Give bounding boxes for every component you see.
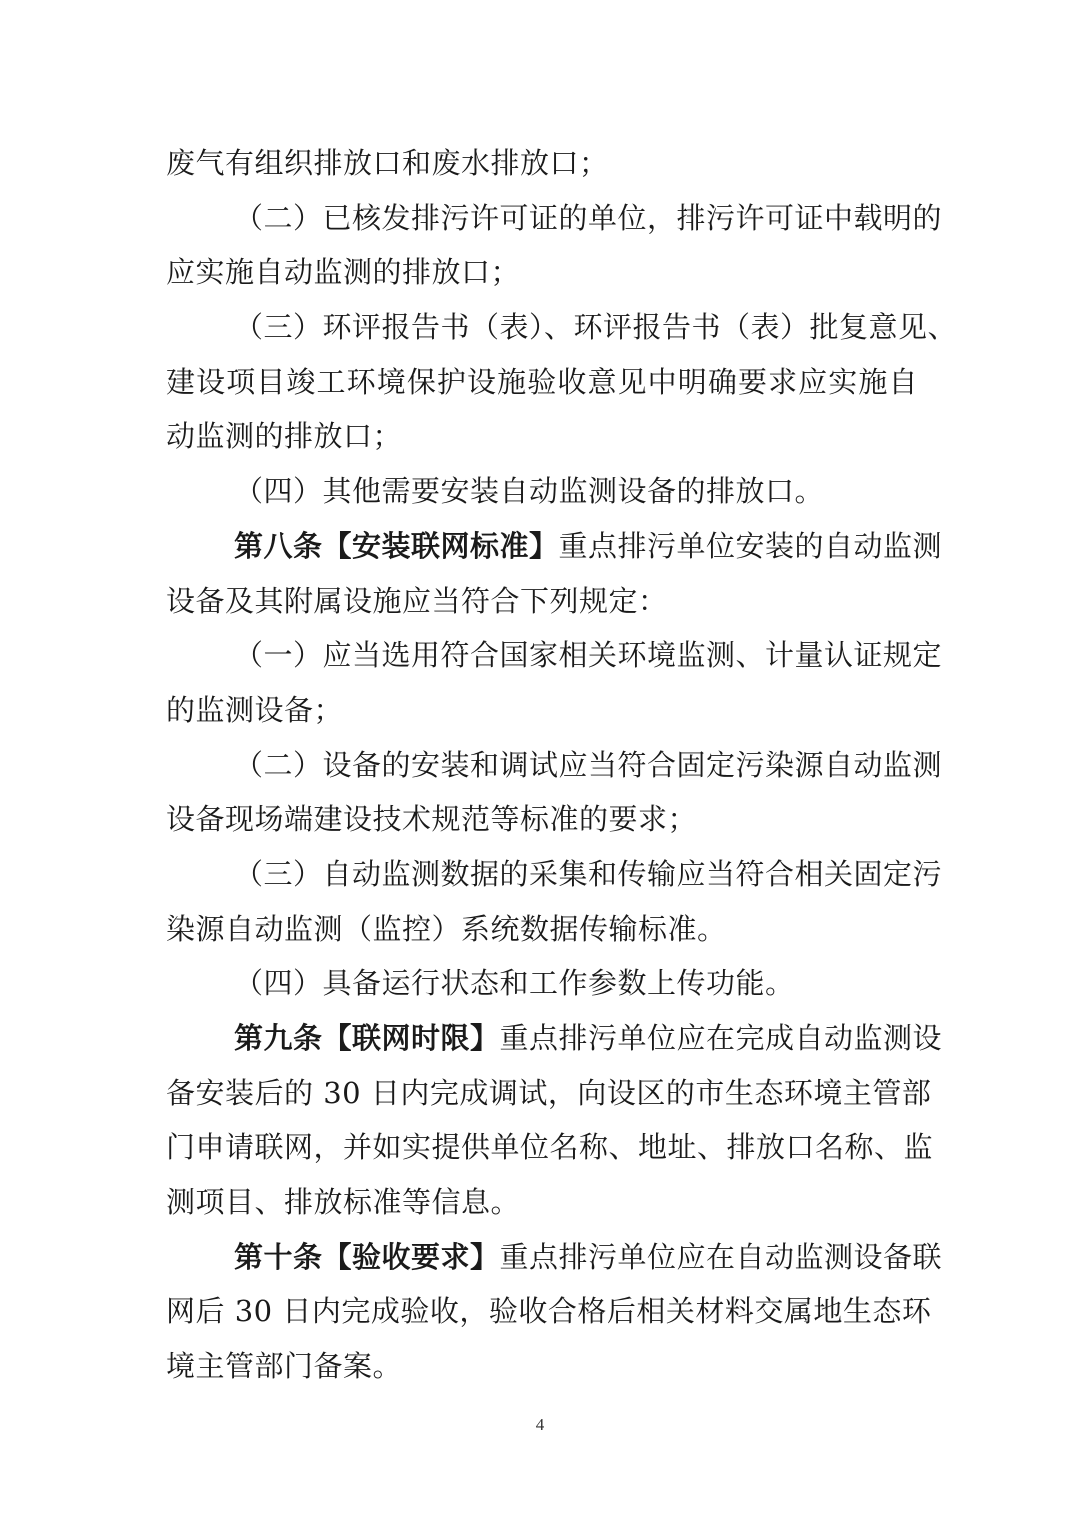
text-line: （三）环评报告书（表）、环评报告书（表）批复意见、: [234, 310, 958, 345]
text-line: 的监测设备；: [166, 692, 344, 727]
text-line: （四）其他需要安装自动监测设备的排放口。: [234, 474, 825, 509]
text-line: （一）应当选用符合国家相关环境监测、计量认证规定: [234, 638, 943, 673]
article-9-title: 第九条【联网时限】: [234, 1021, 500, 1055]
article-9-text: 重点排污单位应在完成自动监测设: [499, 1021, 943, 1055]
text-line: 废气有组织排放口和废水排放口；: [166, 146, 609, 180]
article-8-title: 第八条【安装联网标准】: [234, 528, 559, 563]
text-line: 应实施自动监测的排放口；: [166, 255, 521, 290]
text-line: （二）已核发排污许可证的单位，排污许可证中载明的: [234, 200, 943, 235]
text-line: （四）具备运行状态和工作参数上传功能。: [234, 966, 795, 1001]
text-line: 动监测的排放口；: [166, 419, 403, 454]
article-10-first-line: [166, 1230, 943, 1285]
text-line: 设备现场端建设技术规范等标准的要求；: [166, 802, 698, 837]
text-line: 境主管部门备案。: [166, 1349, 403, 1384]
text-line: 测项目、排放标准等信息。: [166, 1185, 521, 1220]
article-10-text: 重点排污单位应在自动监测设备联: [499, 1239, 943, 1274]
text-line: 建设项目竣工环境保护设施验收意见中明确要求应实施自: [166, 364, 918, 399]
page-number: 4: [535, 1415, 545, 1434]
article-8-first-line: [166, 519, 943, 574]
text-line: 染源自动监测（监控）系统数据传输标准。: [166, 911, 727, 946]
article-8-text: 重点排污单位安装的自动监测: [558, 528, 943, 563]
article-9-first-line: [166, 1011, 943, 1066]
text-line: 设备及其附属设施应当符合下列规定：: [166, 583, 668, 618]
text-line: 备安装后的 30 日内完成调试，向设区的市生态环境主管部: [166, 1075, 932, 1110]
text-line: （二）设备的安装和调试应当符合固定污染源自动监测: [234, 747, 943, 782]
article-10-title: 第十条【验收要求】: [234, 1239, 500, 1274]
text-line: 门申请联网，并如实提供单位名称、地址、排放口名称、监: [166, 1130, 934, 1165]
text-line: 网后 30 日内完成验收，验收合格后相关材料交属地生态环: [166, 1294, 932, 1329]
text-line: （三）自动监测数据的采集和传输应当符合相关固定污: [234, 856, 943, 891]
document-body: [166, 136, 958, 1394]
